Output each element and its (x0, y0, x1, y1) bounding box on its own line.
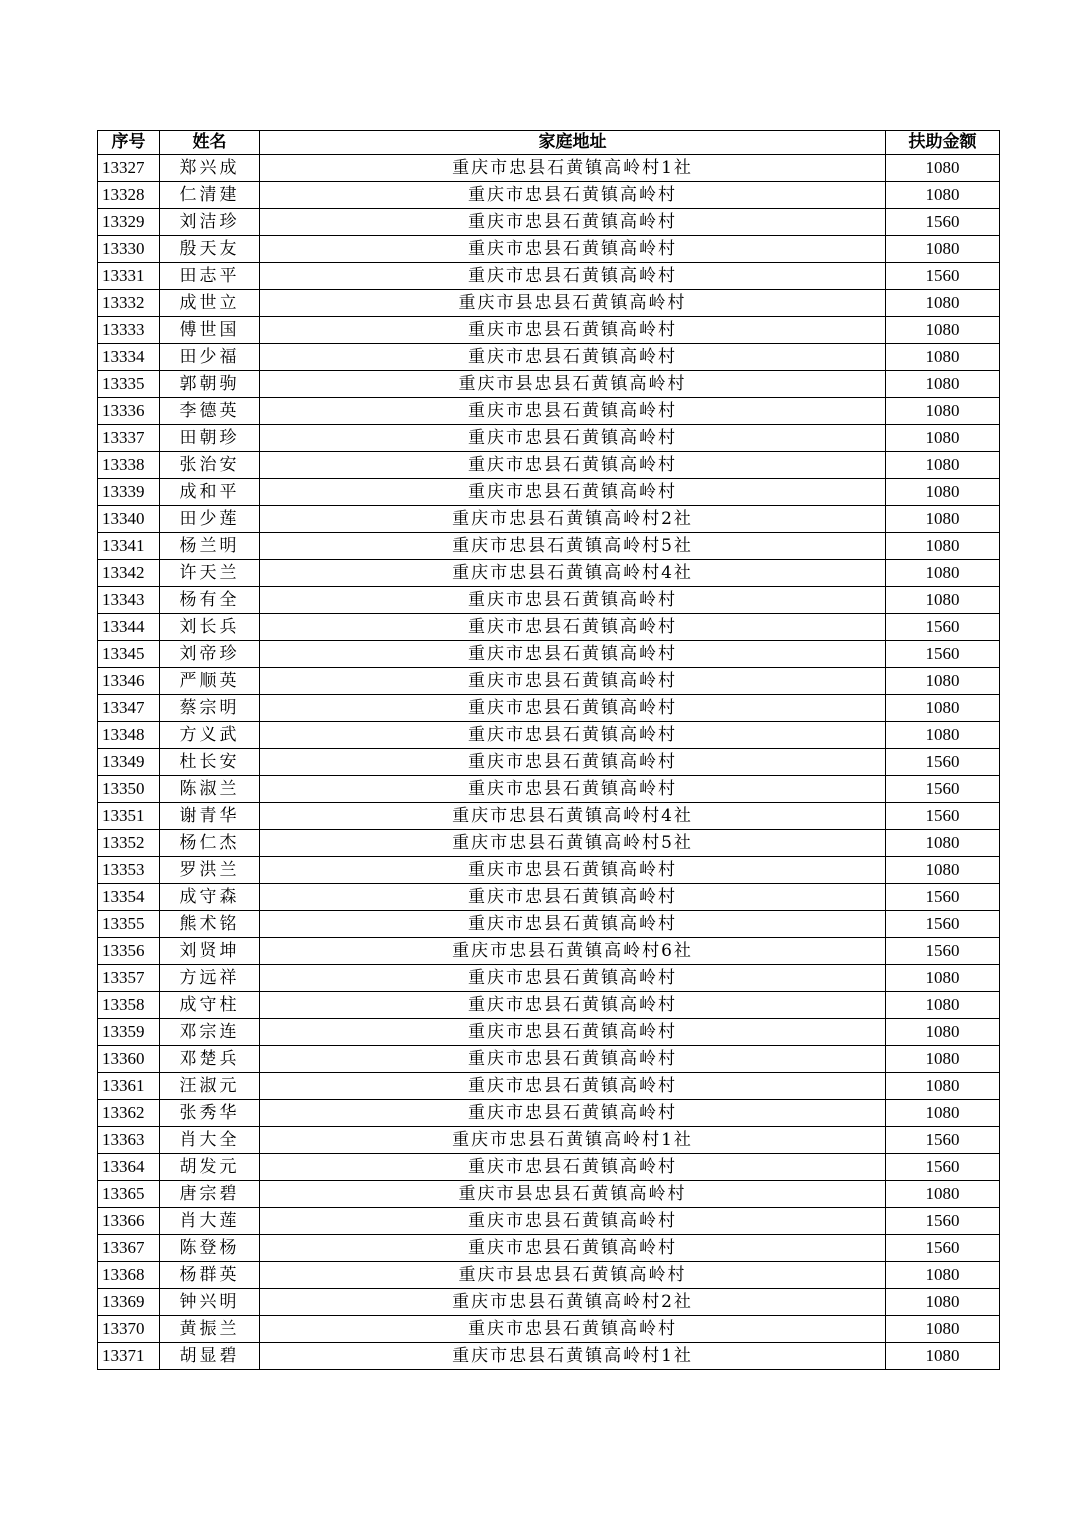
cell-amount: 1560 (886, 1208, 1000, 1235)
cell-id: 13349 (98, 749, 160, 776)
cell-amount: 1560 (886, 884, 1000, 911)
table-row (98, 290, 1000, 317)
cell-address: 重庆市忠县石黄镇高岭村 (260, 911, 886, 938)
cell-address: 重庆市忠县石黄镇高岭村4社 (260, 803, 886, 830)
cell-amount: 1080 (886, 1343, 1000, 1370)
cell-id: 13333 (98, 317, 160, 344)
cell-id: 13336 (98, 398, 160, 425)
cell-name: 杨兰明 (160, 533, 260, 560)
cell-amount: 1080 (886, 1046, 1000, 1073)
table-row (98, 911, 1000, 938)
header-name: 姓名 (160, 131, 260, 155)
cell-id: 13342 (98, 560, 160, 587)
table-body (98, 155, 1000, 1370)
cell-id: 13358 (98, 992, 160, 1019)
cell-amount: 1560 (886, 1235, 1000, 1262)
cell-amount: 1080 (886, 398, 1000, 425)
table-row (98, 452, 1000, 479)
cell-amount: 1080 (886, 479, 1000, 506)
table-row (98, 1208, 1000, 1235)
cell-amount: 1080 (886, 587, 1000, 614)
table-row (98, 155, 1000, 182)
cell-amount: 1080 (886, 992, 1000, 1019)
cell-name: 杨群英 (160, 1262, 260, 1289)
cell-amount: 1080 (886, 290, 1000, 317)
cell-address: 重庆市忠县石黄镇高岭村1社 (260, 1343, 886, 1370)
cell-address: 重庆市忠县石黄镇高岭村 (260, 776, 886, 803)
cell-name: 方义武 (160, 722, 260, 749)
cell-amount: 1080 (886, 236, 1000, 263)
header-amount: 扶助金额 (886, 131, 1000, 155)
cell-name: 邓宗连 (160, 1019, 260, 1046)
cell-id: 13341 (98, 533, 160, 560)
cell-name: 陈淑兰 (160, 776, 260, 803)
cell-amount: 1080 (886, 155, 1000, 182)
cell-address: 重庆市忠县石黄镇高岭村 (260, 641, 886, 668)
table-row (98, 506, 1000, 533)
table-row (98, 1046, 1000, 1073)
cell-id: 13328 (98, 182, 160, 209)
table-row (98, 182, 1000, 209)
cell-amount: 1560 (886, 641, 1000, 668)
cell-amount: 1080 (886, 1316, 1000, 1343)
cell-amount: 1560 (886, 803, 1000, 830)
cell-id: 13347 (98, 695, 160, 722)
cell-id: 13334 (98, 344, 160, 371)
cell-amount: 1080 (886, 1019, 1000, 1046)
cell-id: 13359 (98, 1019, 160, 1046)
table-row (98, 263, 1000, 290)
cell-amount: 1080 (886, 695, 1000, 722)
cell-id: 13355 (98, 911, 160, 938)
cell-name: 严顺英 (160, 668, 260, 695)
cell-name: 傅世国 (160, 317, 260, 344)
cell-address: 重庆市忠县石黄镇高岭村 (260, 857, 886, 884)
table-row (98, 938, 1000, 965)
cell-name: 方远祥 (160, 965, 260, 992)
cell-address: 重庆市忠县石黄镇高岭村4社 (260, 560, 886, 587)
cell-address: 重庆市忠县石黄镇高岭村2社 (260, 1289, 886, 1316)
cell-id: 13339 (98, 479, 160, 506)
cell-address: 重庆市县忠县石黄镇高岭村 (260, 1181, 886, 1208)
cell-name: 杨仁杰 (160, 830, 260, 857)
cell-name: 刘贤坤 (160, 938, 260, 965)
cell-address: 重庆市忠县石黄镇高岭村 (260, 317, 886, 344)
cell-name: 胡显碧 (160, 1343, 260, 1370)
cell-address: 重庆市忠县石黄镇高岭村 (260, 965, 886, 992)
table-row (98, 830, 1000, 857)
cell-address: 重庆市忠县石黄镇高岭村 (260, 1235, 886, 1262)
cell-amount: 1080 (886, 965, 1000, 992)
cell-id: 13327 (98, 155, 160, 182)
cell-name: 蔡宗明 (160, 695, 260, 722)
cell-address: 重庆市忠县石黄镇高岭村 (260, 587, 886, 614)
cell-name: 成和平 (160, 479, 260, 506)
cell-amount: 1080 (886, 1100, 1000, 1127)
cell-address: 重庆市忠县石黄镇高岭村 (260, 209, 886, 236)
cell-amount: 1560 (886, 209, 1000, 236)
cell-name: 杨有全 (160, 587, 260, 614)
table-row (98, 533, 1000, 560)
table-row (98, 749, 1000, 776)
cell-id: 13338 (98, 452, 160, 479)
cell-amount: 1080 (886, 533, 1000, 560)
cell-address: 重庆市县忠县石黄镇高岭村 (260, 371, 886, 398)
cell-id: 13329 (98, 209, 160, 236)
table-row (98, 1100, 1000, 1127)
cell-name: 田少莲 (160, 506, 260, 533)
cell-amount: 1080 (886, 1262, 1000, 1289)
table-row (98, 695, 1000, 722)
cell-name: 田朝珍 (160, 425, 260, 452)
cell-id: 13371 (98, 1343, 160, 1370)
table-row (98, 236, 1000, 263)
cell-address: 重庆市忠县石黄镇高岭村 (260, 1073, 886, 1100)
cell-amount: 1080 (886, 1073, 1000, 1100)
cell-amount: 1080 (886, 722, 1000, 749)
cell-address: 重庆市忠县石黄镇高岭村 (260, 1208, 886, 1235)
cell-amount: 1560 (886, 1154, 1000, 1181)
table-row (98, 884, 1000, 911)
table-row (98, 965, 1000, 992)
table-row (98, 1181, 1000, 1208)
table-row (98, 722, 1000, 749)
cell-id: 13337 (98, 425, 160, 452)
cell-name: 田少福 (160, 344, 260, 371)
cell-address: 重庆市忠县石黄镇高岭村 (260, 1019, 886, 1046)
cell-address: 重庆市忠县石黄镇高岭村 (260, 479, 886, 506)
cell-name: 刘洁珍 (160, 209, 260, 236)
table-row (98, 587, 1000, 614)
cell-id: 13352 (98, 830, 160, 857)
cell-name: 郭朝驹 (160, 371, 260, 398)
cell-address: 重庆市忠县石黄镇高岭村2社 (260, 506, 886, 533)
cell-address: 重庆市忠县石黄镇高岭村1社 (260, 1127, 886, 1154)
cell-id: 13343 (98, 587, 160, 614)
cell-id: 13345 (98, 641, 160, 668)
table-row (98, 1019, 1000, 1046)
cell-address: 重庆市忠县石黄镇高岭村 (260, 614, 886, 641)
cell-id: 13360 (98, 1046, 160, 1073)
cell-address: 重庆市县忠县石黄镇高岭村 (260, 1262, 886, 1289)
cell-name: 胡发元 (160, 1154, 260, 1181)
cell-id: 13351 (98, 803, 160, 830)
table-row (98, 1235, 1000, 1262)
cell-name: 罗洪兰 (160, 857, 260, 884)
table-row (98, 1316, 1000, 1343)
cell-id: 13367 (98, 1235, 160, 1262)
cell-name: 殷天友 (160, 236, 260, 263)
cell-amount: 1560 (886, 776, 1000, 803)
cell-id: 13370 (98, 1316, 160, 1343)
cell-amount: 1080 (886, 182, 1000, 209)
cell-amount: 1560 (886, 911, 1000, 938)
table-row (98, 857, 1000, 884)
cell-id: 13353 (98, 857, 160, 884)
cell-id: 13354 (98, 884, 160, 911)
cell-name: 成守柱 (160, 992, 260, 1019)
table-row (98, 803, 1000, 830)
cell-name: 成守森 (160, 884, 260, 911)
cell-name: 刘长兵 (160, 614, 260, 641)
cell-amount: 1080 (886, 452, 1000, 479)
table-row (98, 1127, 1000, 1154)
cell-id: 13331 (98, 263, 160, 290)
header-address: 家庭地址 (260, 131, 886, 155)
cell-id: 13344 (98, 614, 160, 641)
table-row (98, 668, 1000, 695)
cell-name: 汪淑元 (160, 1073, 260, 1100)
cell-amount: 1080 (886, 344, 1000, 371)
cell-address: 重庆市忠县石黄镇高岭村 (260, 722, 886, 749)
cell-address: 重庆市忠县石黄镇高岭村 (260, 425, 886, 452)
cell-id: 13356 (98, 938, 160, 965)
cell-id: 13365 (98, 1181, 160, 1208)
cell-address: 重庆市忠县石黄镇高岭村 (260, 236, 886, 263)
cell-address: 重庆市县忠县石黄镇高岭村 (260, 290, 886, 317)
cell-name: 许天兰 (160, 560, 260, 587)
cell-id: 13332 (98, 290, 160, 317)
cell-amount: 1560 (886, 614, 1000, 641)
table-row (98, 479, 1000, 506)
cell-name: 仁清建 (160, 182, 260, 209)
cell-amount: 1080 (886, 857, 1000, 884)
table-row (98, 317, 1000, 344)
cell-address: 重庆市忠县石黄镇高岭村1社 (260, 155, 886, 182)
cell-name: 黄振兰 (160, 1316, 260, 1343)
table-row (98, 371, 1000, 398)
table-row (98, 1073, 1000, 1100)
cell-amount: 1560 (886, 263, 1000, 290)
cell-id: 13335 (98, 371, 160, 398)
table-row (98, 614, 1000, 641)
cell-id: 13330 (98, 236, 160, 263)
cell-address: 重庆市忠县石黄镇高岭村 (260, 1046, 886, 1073)
cell-id: 13363 (98, 1127, 160, 1154)
cell-id: 13357 (98, 965, 160, 992)
table-row (98, 1343, 1000, 1370)
cell-id: 13368 (98, 1262, 160, 1289)
cell-id: 13340 (98, 506, 160, 533)
table-row (98, 776, 1000, 803)
cell-address: 重庆市忠县石黄镇高岭村 (260, 398, 886, 425)
cell-address: 重庆市忠县石黄镇高岭村 (260, 182, 886, 209)
cell-id: 13364 (98, 1154, 160, 1181)
cell-address: 重庆市忠县石黄镇高岭村 (260, 668, 886, 695)
table-row (98, 560, 1000, 587)
cell-address: 重庆市忠县石黄镇高岭村 (260, 263, 886, 290)
header-id: 序号 (98, 131, 160, 155)
cell-name: 张秀华 (160, 1100, 260, 1127)
table-row (98, 641, 1000, 668)
cell-address: 重庆市忠县石黄镇高岭村 (260, 344, 886, 371)
cell-amount: 1080 (886, 1289, 1000, 1316)
table-row (98, 1154, 1000, 1181)
cell-name: 杜长安 (160, 749, 260, 776)
cell-name: 肖大全 (160, 1127, 260, 1154)
cell-amount: 1080 (886, 830, 1000, 857)
cell-amount: 1080 (886, 506, 1000, 533)
cell-address: 重庆市忠县石黄镇高岭村 (260, 452, 886, 479)
cell-amount: 1080 (886, 371, 1000, 398)
table-row (98, 992, 1000, 1019)
cell-name: 郑兴成 (160, 155, 260, 182)
cell-name: 张治安 (160, 452, 260, 479)
cell-name: 钟兴明 (160, 1289, 260, 1316)
table-row (98, 209, 1000, 236)
table-header (98, 131, 1000, 155)
cell-address: 重庆市忠县石黄镇高岭村 (260, 1100, 886, 1127)
cell-name: 谢青华 (160, 803, 260, 830)
beneficiary-table (97, 130, 1000, 1370)
cell-address: 重庆市忠县石黄镇高岭村 (260, 1154, 886, 1181)
cell-id: 13348 (98, 722, 160, 749)
cell-id: 13362 (98, 1100, 160, 1127)
cell-address: 重庆市忠县石黄镇高岭村 (260, 749, 886, 776)
table-row (98, 398, 1000, 425)
cell-address: 重庆市忠县石黄镇高岭村 (260, 695, 886, 722)
cell-name: 李德英 (160, 398, 260, 425)
cell-name: 刘帝珍 (160, 641, 260, 668)
cell-name: 熊术铭 (160, 911, 260, 938)
cell-name: 唐宗碧 (160, 1181, 260, 1208)
table-row (98, 344, 1000, 371)
cell-name: 田志平 (160, 263, 260, 290)
table-row (98, 425, 1000, 452)
cell-address: 重庆市忠县石黄镇高岭村6社 (260, 938, 886, 965)
cell-name: 成世立 (160, 290, 260, 317)
table-row (98, 1289, 1000, 1316)
cell-amount: 1560 (886, 749, 1000, 776)
cell-address: 重庆市忠县石黄镇高岭村 (260, 884, 886, 911)
cell-amount: 1080 (886, 1181, 1000, 1208)
cell-amount: 1080 (886, 560, 1000, 587)
cell-name: 陈登杨 (160, 1235, 260, 1262)
cell-name: 邓楚兵 (160, 1046, 260, 1073)
cell-amount: 1560 (886, 938, 1000, 965)
header-row (98, 131, 1000, 155)
cell-address: 重庆市忠县石黄镇高岭村 (260, 992, 886, 1019)
cell-id: 13369 (98, 1289, 160, 1316)
cell-id: 13346 (98, 668, 160, 695)
cell-name: 肖大莲 (160, 1208, 260, 1235)
cell-id: 13366 (98, 1208, 160, 1235)
cell-amount: 1080 (886, 317, 1000, 344)
cell-id: 13350 (98, 776, 160, 803)
table-row (98, 1262, 1000, 1289)
cell-id: 13361 (98, 1073, 160, 1100)
cell-address: 重庆市忠县石黄镇高岭村5社 (260, 533, 886, 560)
cell-address: 重庆市忠县石黄镇高岭村 (260, 1316, 886, 1343)
cell-amount: 1080 (886, 425, 1000, 452)
cell-address: 重庆市忠县石黄镇高岭村5社 (260, 830, 886, 857)
cell-amount: 1560 (886, 1127, 1000, 1154)
cell-amount: 1080 (886, 668, 1000, 695)
